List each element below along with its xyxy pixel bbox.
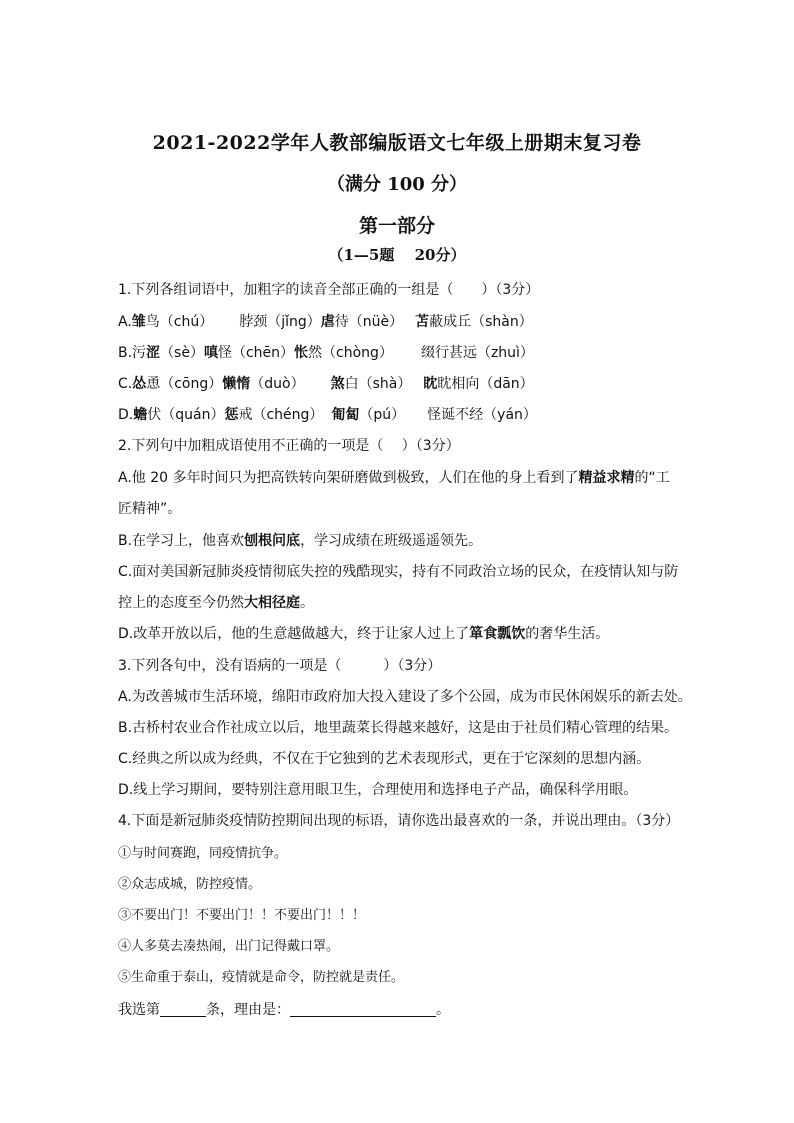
question-2-option-c: C.面对美国新冠肺炎疫情彻底失控的残酷现实，持有不同政治立场的民众，在疫情认知与防 <box>118 564 679 580</box>
slogan-item: ③不要出门！不要出门！！不要出门！！！ <box>118 908 366 923</box>
question-2-stem: 2.下列句中加粗成语使用不正确的一项是（ ）（3分） <box>118 438 460 454</box>
page-subtitle: （满分 100 分） <box>326 174 468 195</box>
question-1-stem: 1.下列各组词语中，加粗字的读音全部正确的一组是（ ）（3分） <box>118 282 540 298</box>
slogan-item: ⑤生命重于泰山，疫情就是命令，防控就是责任。 <box>118 970 405 985</box>
question-1-option-a: A.雏鸟（chú） 脖颈（jǐng）虐待（nüè） 苫蔽成丘（shàn） <box>118 314 533 330</box>
question-3-option-a: A.为改善城市生活环境，绵阳市政府加大投入建设了多个公园，成为市民休闲娱乐的新去处。 <box>118 689 692 705</box>
question-2-option-d: D.改革开放以后，他的生意越做越大，终于让家人过上了箪食瓢饮的奢华生活。 <box>118 626 610 642</box>
question-1-option-d: D.蟾伏（quán）惩戒（chéng） 匍匐（pú） 怪诞不经（yán） <box>118 407 537 423</box>
slogan-item: ②众志成城，防控疫情。 <box>118 877 262 892</box>
question-2-option-c-cont: 控上的态度至今仍然大相径庭。 <box>118 595 314 611</box>
page-title: 2021-2022学年人教部编版语文七年级上册期末复习卷 <box>152 132 642 154</box>
question-1-option-c: C.怂恿（cōng）懒惰（duò） 煞白（shà） 眈眈相向（dān） <box>118 376 534 392</box>
answer-blank-reason[interactable] <box>290 1002 436 1017</box>
answer-blank-choice[interactable] <box>160 1002 206 1017</box>
question-4-stem: 4.下面是新冠肺炎疫情防控期间出现的标语，请你选出最喜欢的一条，并说出理由。（3分） <box>118 813 680 829</box>
question-3-option-b: B.古桥村农业合作社成立以后，地里蔬菜长得越来越好，这是由于社员们精心管理的结果。 <box>118 720 679 736</box>
slogan-item: ④人多莫去凑热闹，出门记得戴口罩。 <box>118 939 340 954</box>
question-2-option-a: A.他 20 多年时间只为把高铁转向架研磨做到极致，人们在他的身上看到了精益求精的“工 <box>118 470 670 486</box>
section-range: （1—5题 20分） <box>328 246 466 264</box>
question-3-stem: 3.下列各句中，没有语病的一项是（ ）（3分） <box>118 658 442 674</box>
question-3-option-d: D.线上学习期间，要特别注意用眼卫生，合理使用和选择电子产品，确保科学用眼。 <box>118 782 638 798</box>
question-1-option-b: B.污涩（sè）嗔怪（chēn）怅然（chòng） 缀行甚远（zhuì） <box>118 345 534 361</box>
slogan-item: ①与时间赛跑，同疫情抗争。 <box>118 846 288 861</box>
question-2-option-a-cont: 匠精神”。 <box>118 501 182 517</box>
question-4-answer: 我选第 条，理由是： 。 <box>118 1002 450 1018</box>
section-title: 第一部分 <box>358 215 435 237</box>
question-3-option-c: C.经典之所以成为经典，不仅在于它独到的艺术表现形式，更在于它深刻的思想内涵。 <box>118 751 651 767</box>
question-2-option-b: B.在学习上，他喜欢刨根问底，学习成绩在班级遥遥领先。 <box>118 533 483 549</box>
